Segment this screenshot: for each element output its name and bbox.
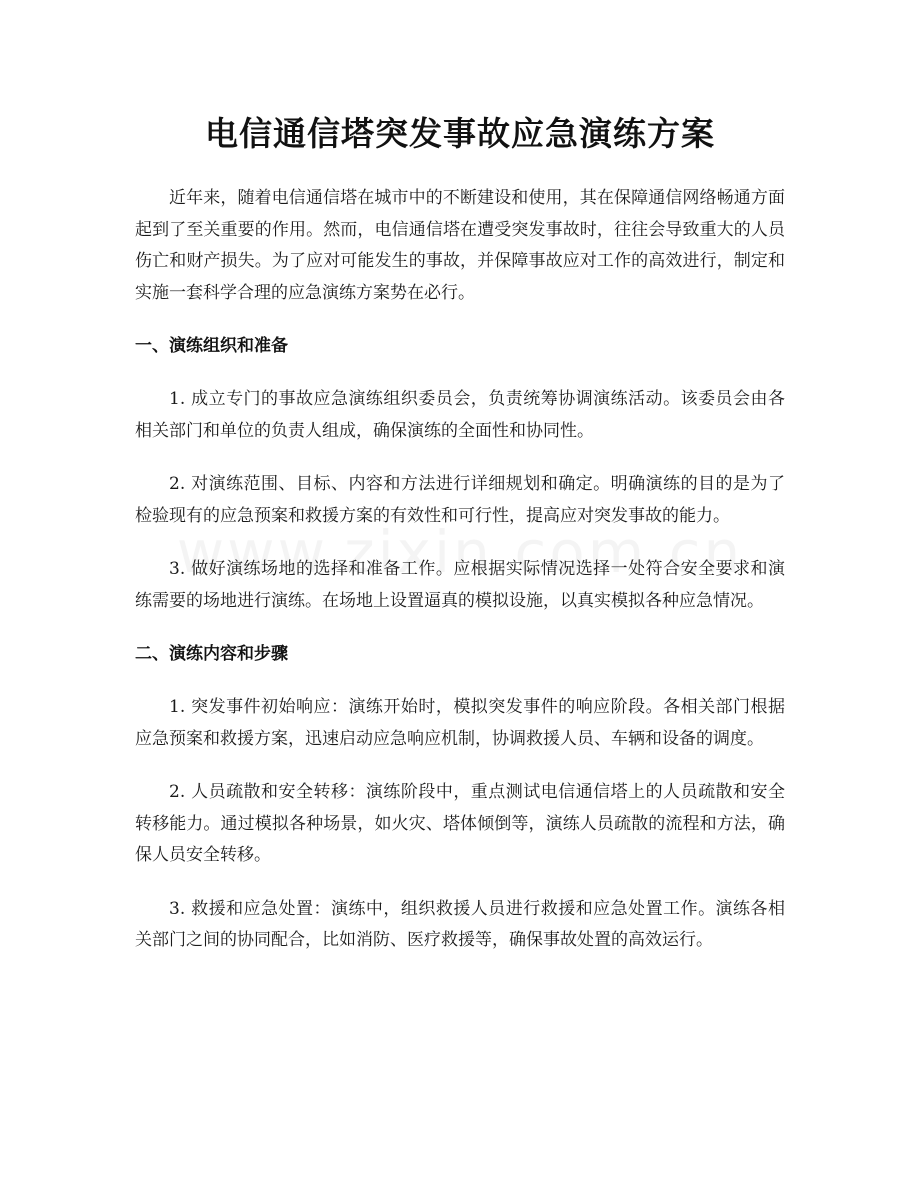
section-2-item-2: 2. 人员疏散和安全转移：演练阶段中，重点测试电信通信塔上的人员疏散和安全转移能力。通过模拟各种场景，如火灾、塔体倾倒等，演练人员疏散的流程和方法，确保人员安全转移。 [135, 782, 785, 865]
section-1-item-1: 1. 成立专门的事故应急演练组织委员会，负责统筹协调演练活动。该委员会由各相关部门和单位的负责人组成，确保演练的全面性和协同性。 [135, 389, 785, 441]
section-2-item-1: 1. 突发事件初始响应：演练开始时，模拟突发事件的响应阶段。各相关部门根据应急预案和救援方案，迅速启动应急响应机制，协调救援人员、车辆和设备的调度。 [135, 697, 785, 749]
section-2-item-3: 3. 救援和应急处置：演练中，组织救援人员进行救援和应急处置工作。演练各相关部门之间的协同配合，比如消防、医疗救援等，确保事故处置的高效运行。 [135, 898, 785, 950]
section-heading-organization: 一、演练组织和准备 [135, 336, 288, 356]
document-title: 电信通信塔突发事故应急演练方案 [205, 114, 715, 153]
section-1-item-3: 3. 做好演练场地的选择和准备工作。应根据实际情况选择一处符合安全要求和演练需要的场地进行演练。在场地上设置逼真的模拟设施，以真实模拟各种应急情况。 [135, 559, 785, 611]
document-body [135, 183, 785, 979]
section-heading-content-steps: 二、演练内容和步骤 [135, 644, 288, 664]
section-1-item-2: 2. 对演练范围、目标、内容和方法进行详细规划和确定。明确演练的目的是为了检验现有的应急预案和救援方案的有效性和可行性，提高应对突发事故的能力。 [135, 474, 785, 526]
intro-paragraph: 近年来，随着电信通信塔在城市中的不断建设和使用，其在保障通信网络畅通方面起到了至关重要的作用。然而，电信通信塔在遭受突发事故时，往往会导致重大的人员伤亡和财产损失。为了应对可能发生的事故，并保障事故应对工作的高效进行，制定和实施一套科学合理的应急演练方案势在必行。 [135, 188, 785, 303]
